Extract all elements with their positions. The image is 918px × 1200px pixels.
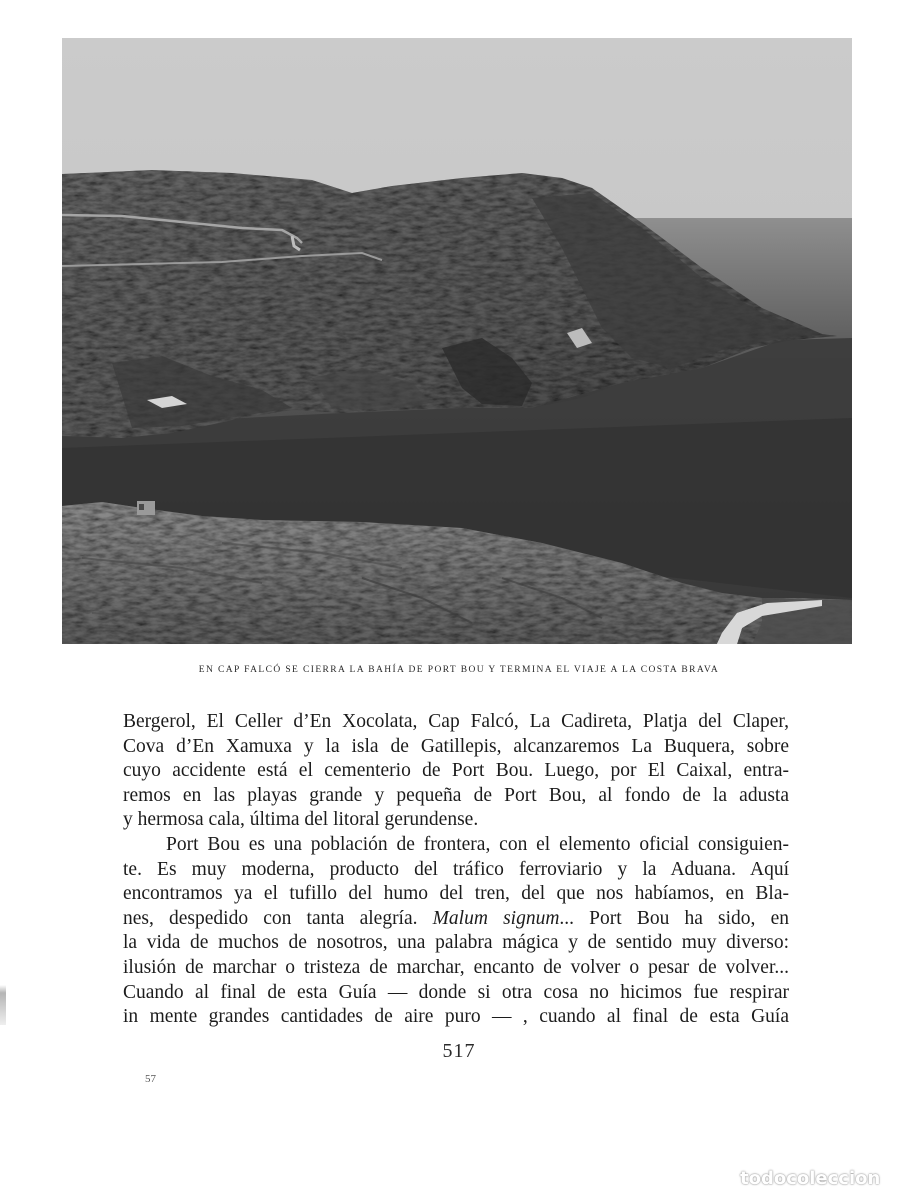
text-line: in mente grandes cantidades de aire puro — , cuando al final de esta Guía bbox=[123, 1006, 789, 1028]
text-line: Port Bou es una población de frontera, con el elemento oficial consiguien- bbox=[166, 833, 789, 855]
text-line: Cuando al final de esta Guía — donde si otra cosa no hicimos fue respirar bbox=[123, 981, 789, 1003]
text-segment: ... Port Bou ha sido, en bbox=[559, 907, 789, 929]
photo-illustration bbox=[62, 38, 852, 644]
text-line: ilusión de marchar o tristeza de marchar, encanto de volver o pesar de volver... bbox=[123, 956, 789, 978]
body-text bbox=[123, 710, 789, 1030]
text-line bbox=[123, 907, 789, 932]
photo-caption: EN CAP FALCÓ SE CIERRA LA BAHÍA DE PORT BOU Y TERMINA EL VIAJE A LA COSTA BRAVA bbox=[198, 665, 720, 675]
landscape-photo bbox=[62, 38, 852, 644]
text-line: Cova d’En Xamuxa y la isla de Gatillepis, alcanzaremos La Buquera, sobre bbox=[123, 735, 789, 757]
text-line: remos en las playas grande y pequeña de Port Bou, al fondo de la adusta bbox=[123, 784, 789, 806]
scan-edge-mark bbox=[0, 985, 6, 1025]
latin-phrase: Malum signum bbox=[432, 907, 560, 929]
text-line: y hermosa cala, última del litoral gerundense. bbox=[123, 809, 479, 831]
page-number: 517 bbox=[442, 1040, 476, 1062]
text-line: la vida de muchos de nosotros, una palabra mágica y de sentido muy diverso: bbox=[123, 932, 789, 954]
paragraph-2 bbox=[123, 833, 789, 1030]
signature-mark: 57 bbox=[145, 1073, 156, 1085]
text-line: encontramos ya el tufillo del humo del tren, del que nos habíamos, en Bla- bbox=[123, 883, 789, 905]
text-line: te. Es muy moderna, producto del tráfico ferroviario y la Aduana. Aquí bbox=[123, 858, 789, 880]
watermark-logo: todocoleccion bbox=[740, 1168, 881, 1189]
text-segment: nes, despedido con tanta alegría. bbox=[123, 907, 418, 929]
text-line: cuyo accidente está el cementerio de Port Bou. Luego, por El Caixal, entra- bbox=[123, 760, 789, 782]
text-line: Bergerol, El Celler d’En Xocolata, Cap Falcó, La Cadireta, Platja del Claper, bbox=[123, 711, 789, 732]
paragraph-1 bbox=[123, 710, 789, 833]
